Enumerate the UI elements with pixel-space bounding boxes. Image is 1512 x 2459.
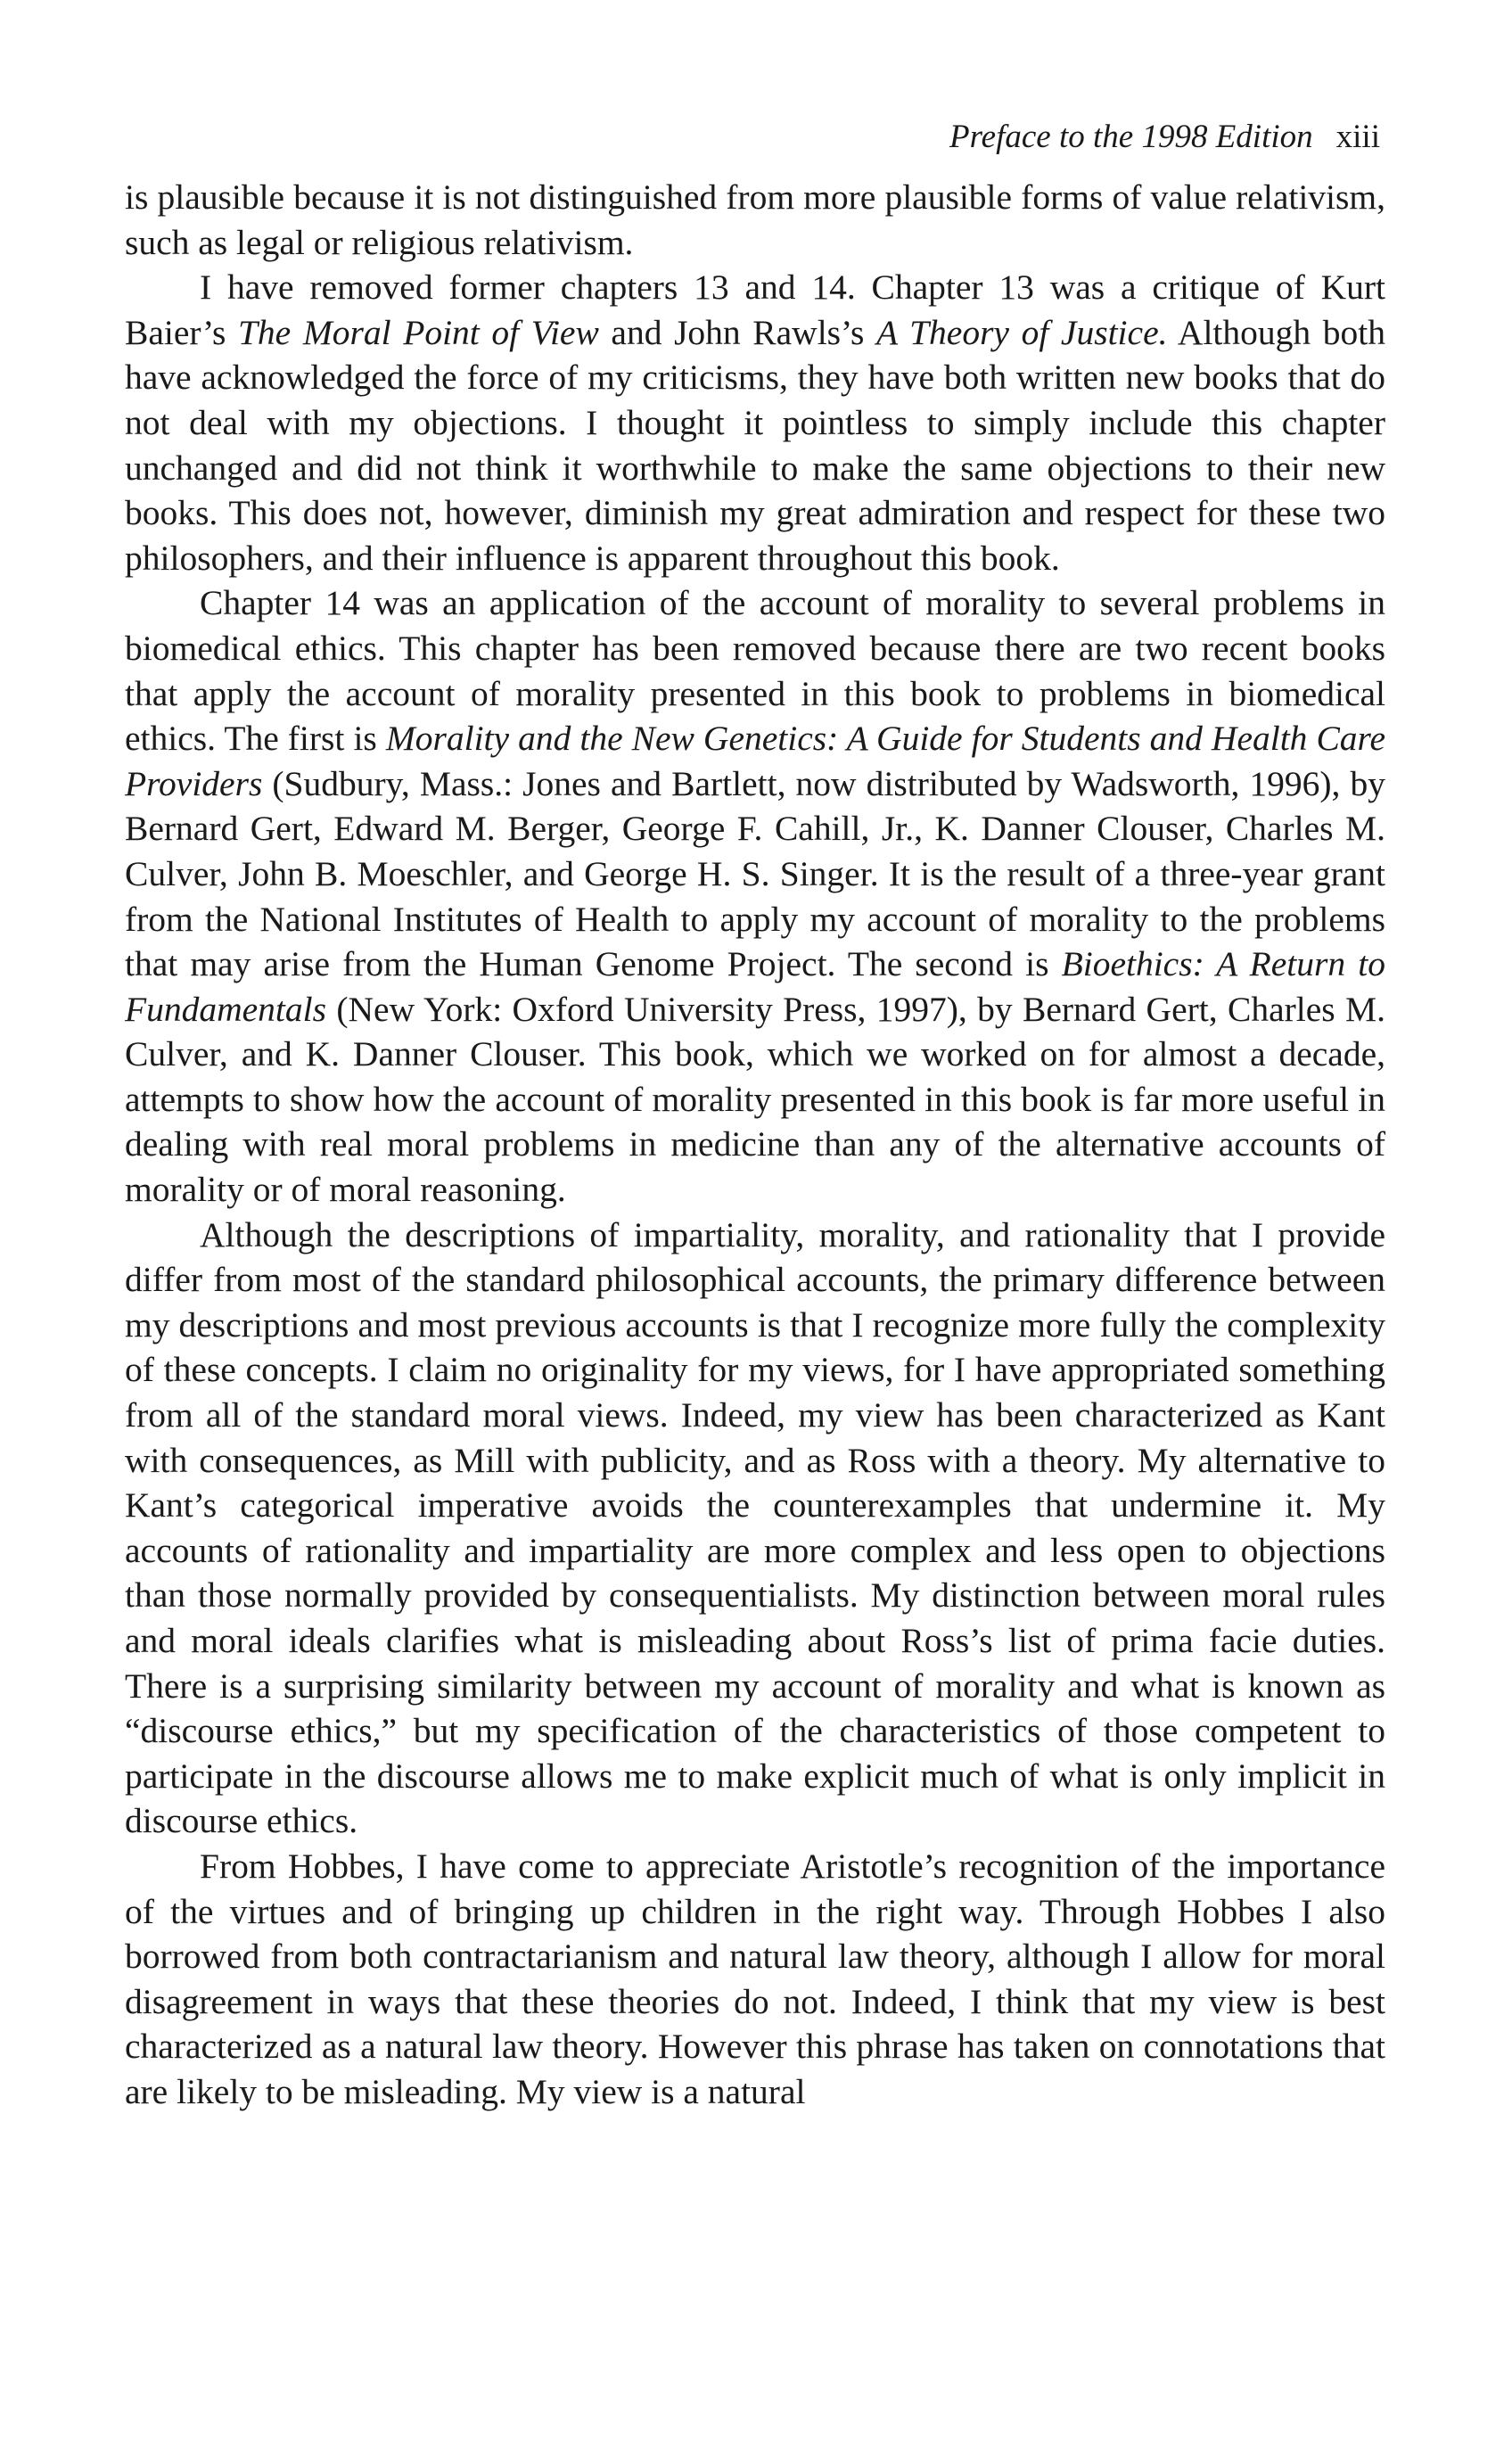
text-run: and John Rawls’s <box>598 312 877 352</box>
paragraph-removed-chapters <box>125 265 1385 580</box>
italic-title-run: A Theory of Justice. <box>876 312 1168 352</box>
paragraph-descriptions <box>125 1213 1385 1844</box>
text-run: Chapter 14 was an application of the account of morality to several problems in biomedical ethics. This chapter has been removed because there are two recent books that apply the account of morality presented in this book to problems in biomedical ethics. The first is <box>125 583 1385 759</box>
paragraph-hobbes <box>125 1844 1385 2115</box>
text-run: Although the descriptions of impartiality, morality, and rationality that I provide differ from most of the standard philosophical accounts, the primary difference between my descriptions and most previous accounts is that I recognize more fully the complexity of these concepts. I claim no originality for my views, for I have appropriated something from all of the standard moral views. Indeed, my view has been characterized as Kant with consequences, as Mill with publicity, and as Ross with a theory. My alternative to Kant’s categorical imperative avoids the counterexamples that undermine it. My accounts of rationality and impartiality are more complex and less open to objections than those normally provided by consequentialists. My distinction between moral rules and moral ideals clarifies what is misleading about Ross’s list of prima facie duties. There is a surprising similarity between my account of morality and what is known as “discourse ethics,” but my specification of the characteristics of those competent to participate in the discourse allows me to make explicit much of what is only implicit in discourse ethics. <box>125 1214 1385 1841</box>
text-run: (Sudbury, Mass.: Jones and Bartlett, now distributed by Wadsworth, 1996), by Bernard Gert, Edward M. Berger, George F. Cahill, Jr., K. Danner Clouser, Charles M. Culver, John B. Moeschler, and George H. S. Singer. It is the result of a three-year grant from the National Institutes of Health to apply my account of morality to the problems that may arise from the Human Genome Project. The second is <box>125 763 1385 984</box>
paragraph-continuation <box>125 175 1385 265</box>
italic-title-run: The Moral Point of View <box>237 312 599 352</box>
running-header <box>125 116 1385 159</box>
text-run: (New York: Oxford University Press, 1997), by Bernard Gert, Charles M. Culver, and K. Danner Clouser. This book, which we worked on for almost a decade, attempts to show how the account of morality presented in this book is far more useful in dealing with real moral problems in medicine than any of the alternative accounts of morality or of moral reasoning. <box>125 989 1385 1210</box>
page-number: xiii <box>1335 119 1380 155</box>
text-run: Although both have acknowledged the force of my criticisms, they have both written new books that do not deal with my objections. I thought it pointless to simply include this chapter unchanged and did not think it worthwhile to make the same objections to their new books. This does not, however, diminish my great admiration and respect for these two philosophers, and their influence is apparent throughout this book. <box>125 312 1385 578</box>
paragraph-chapter-14 <box>125 580 1385 1212</box>
italic-title-run: Bioethics: A Return to Fundamentals <box>125 944 1385 1029</box>
book-page <box>125 116 1385 2115</box>
text-run: From Hobbes, I have come to appreciate Aristotle’s recognition of the importance of the virtues and of bringing up children in the right way. Through Hobbes I also borrowed from both contractarianism and natural law theory, although I allow for moral disagreement in ways that these theories do not. Indeed, I think that my view is best characterized as a natural law theory. However this phrase has taken on connotations that are likely to be misleading. My view is a natural <box>125 1846 1385 2111</box>
text-run: is plausible because it is not distinguished from more plausible forms of value relativism, such as legal or religious relativism. <box>125 177 1385 262</box>
text-run: I have removed former chapters 13 and 14. Chapter 13 was a critique of Kurt Baier’s <box>125 267 1385 352</box>
italic-title-run: Morality and the New Genetics: A Guide for Students and Health Care Providers <box>125 719 1385 803</box>
body-text <box>125 175 1385 2115</box>
running-title: Preface to the 1998 Edition <box>949 119 1313 155</box>
